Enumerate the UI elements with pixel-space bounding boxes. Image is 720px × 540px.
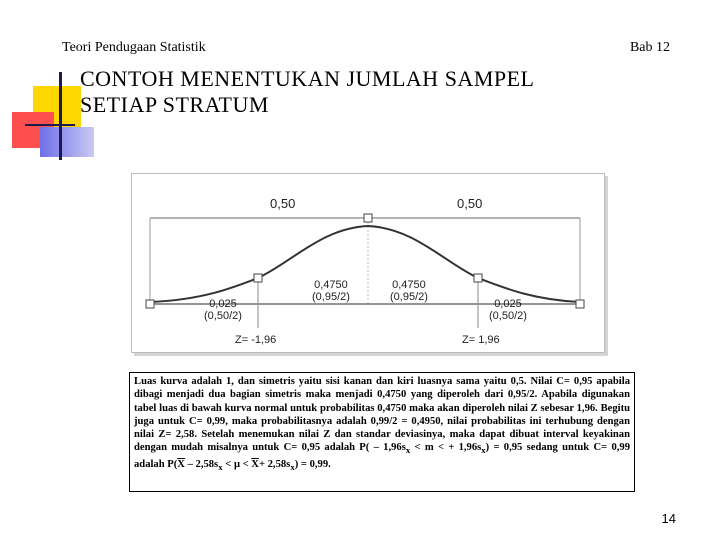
header-left-text: Teori Pendugaan Statistik: [62, 40, 206, 55]
title-line-1: CONTOH MENENTUKAN JUMLAH SAMPEL: [80, 66, 535, 91]
xbar-2: $\overline{X}$: [251, 458, 259, 470]
text-part-3: ) = 0,95 sedang untuk C= 0,99 adalah P(: [134, 442, 630, 470]
inner-right-expr: (0,95/2): [390, 291, 428, 303]
page-number: 14: [661, 511, 676, 526]
slide-title: [80, 66, 640, 118]
label-tail-left: [204, 298, 242, 322]
label-z-right: Z= 1,96: [462, 334, 500, 346]
inner-right-value: 0,4750: [392, 279, 426, 291]
text-part-5: < μ <: [222, 458, 252, 470]
decorative-horizontal-line: [25, 124, 75, 126]
text-part-6: + 2,58s: [258, 458, 291, 470]
label-tail-right: [489, 298, 527, 322]
xbar-1: $\overline{X}$: [177, 458, 185, 470]
handle-z-left: [254, 274, 262, 282]
handle-z-right: [474, 274, 482, 282]
title-line-2: SETIAP STRATUM: [80, 92, 269, 117]
label-right-half: 0,50: [457, 196, 483, 211]
decorative-blue-square: [40, 127, 94, 157]
bell-curve: [150, 226, 580, 302]
label-z-left: Z= -1,96: [235, 334, 277, 346]
text-part-4: – 2,58s: [184, 458, 219, 470]
label-left-half: 0,50: [270, 196, 296, 211]
subscript-3: x: [218, 462, 223, 472]
explanation-text-box: [129, 372, 635, 492]
tail-right-value: 0,025: [494, 298, 522, 310]
tail-left-value: 0,025: [209, 298, 237, 310]
label-inner-left: [312, 279, 350, 303]
text-part-1: Luas kurva adalah 1, dan simetris yaitu sisi kanan dan kiri luasnya sama yaitu 0,5. Nilai C= 0,95 apabila dibagi menjadi dua bagian simetris maka menjadi 0,4750 yang diperoleh dari 0,95/2. Apabila digunakan tabel luas di bawah kurva normal untuk probabilitas 0,4750 maka akan diperoleh nilai Z sebesar 1,96. Begitu juga untuk C= 0,99, maka probabilitasnya adalah 0,99/2 = 0,4950, nilai probabilitas ini terhubung dengan nilai Z= 2,58. Setelah menemukan nilai Z dan standar deviasinya, maka dapat dibuat interval keyakinan dengan mudah misalnya untuk C= 0,95 adalah P( – 1,96s: [134, 376, 630, 454]
inner-left-expr: (0,95/2): [312, 291, 350, 303]
text-part-7: ) = 0,99.: [294, 458, 331, 470]
handle-right: [576, 300, 584, 308]
subscript-4: x: [290, 462, 295, 472]
handle-left: [146, 300, 154, 308]
subscript-1: x: [405, 445, 411, 456]
handle-top: [364, 214, 372, 222]
inner-left-value: 0,4750: [314, 279, 348, 291]
tail-left-expr: (0,50/2): [204, 310, 242, 322]
subscript-2: x: [481, 445, 486, 456]
normal-curve-svg: [132, 174, 604, 352]
header-right-text: Bab 12: [629, 40, 670, 55]
label-inner-right: [390, 279, 428, 303]
tail-right-expr: (0,50/2): [489, 310, 527, 322]
text-part-2: < m < + 1,96s: [410, 442, 482, 454]
normal-curve-figure: [131, 173, 605, 353]
decorative-vertical-line: [59, 72, 62, 160]
